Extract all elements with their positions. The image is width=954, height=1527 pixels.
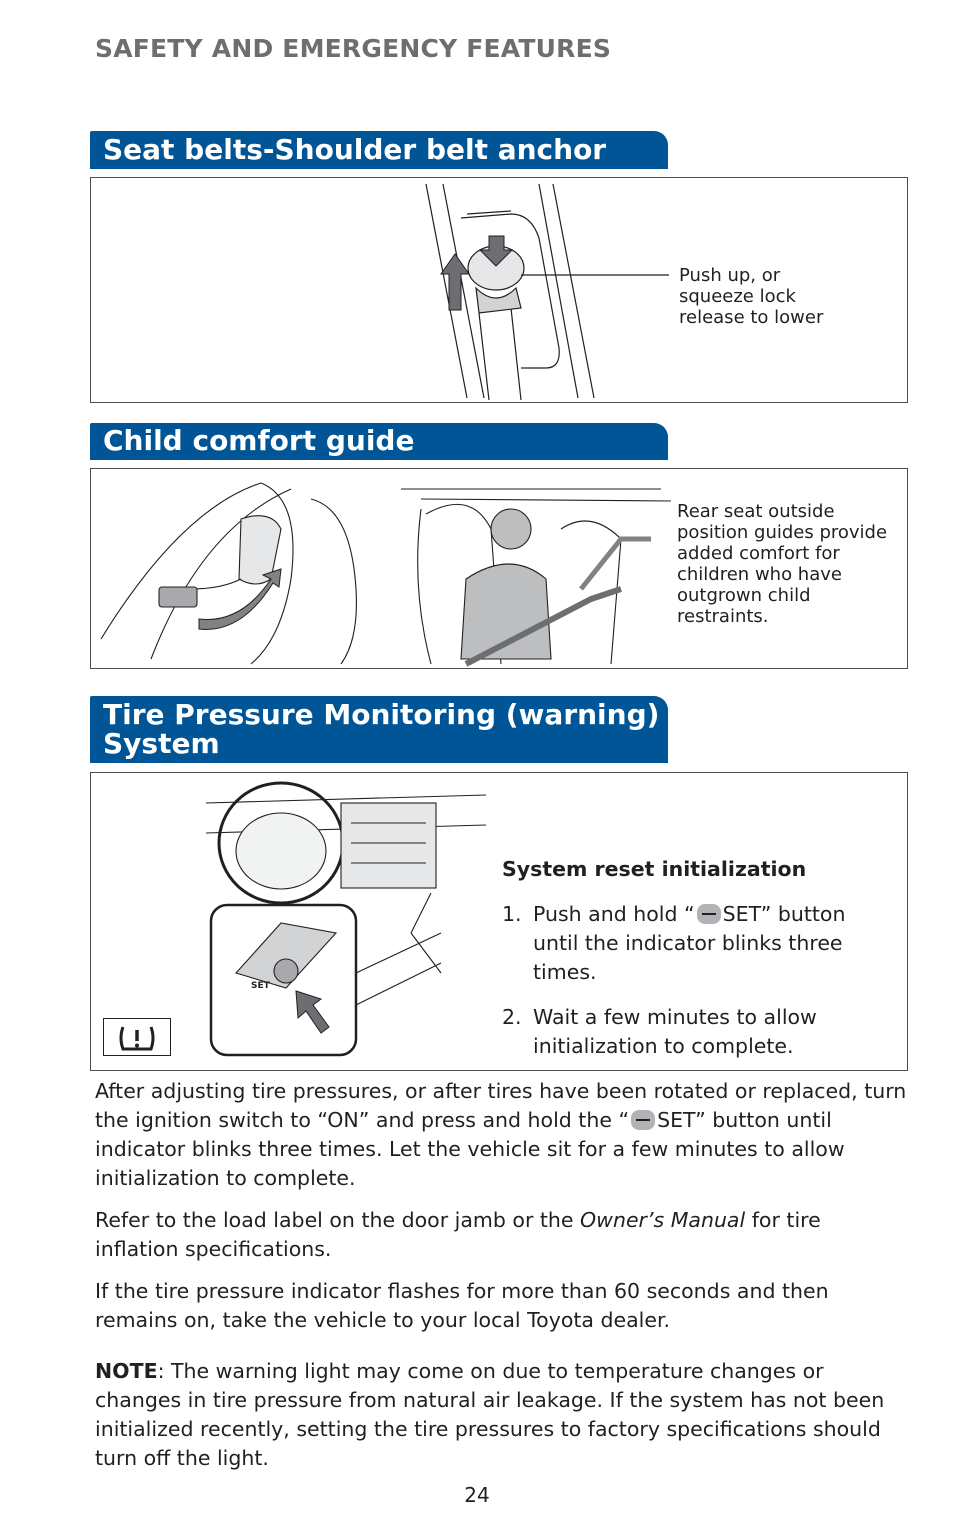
paragraph-text: After adjusting tire pressures, or after tires have been rotated or replaced, turn the ignition switch to “ON” and press and hold the “ (95, 1079, 907, 1132)
page-header: SAFETY AND EMERGENCY FEATURES (95, 34, 612, 63)
seat-belt-figure-box (90, 177, 908, 403)
step-text: SET” button (722, 902, 846, 926)
step-text: Wait a few minutes to allow (533, 1005, 817, 1029)
step-number: 2. (502, 1005, 522, 1029)
callout-line: Push up, or (679, 265, 781, 286)
callout-line: Rear seat outside (677, 501, 835, 522)
callout-line: squeeze lock (679, 286, 796, 307)
callout-line: release to lower (679, 307, 824, 328)
paragraph-load-label (95, 1206, 910, 1264)
tire-pressure-warning-icon (117, 1023, 157, 1053)
step-text: times. (533, 960, 597, 984)
body-paragraphs (95, 1077, 910, 1473)
note-text: : The warning light may come on due to temperature changes or changes in tire pressure from natural air leakage. If the system has not been initialized recently, setting the tire pressures to factory specifications should turn off the light. (95, 1359, 885, 1470)
paragraph-note (95, 1357, 910, 1473)
set-button-label: SET (251, 981, 270, 991)
callout-line: added comfort for (677, 543, 840, 564)
step-text: until the indicator blinks three (533, 931, 843, 955)
paragraph-text: for tire inflation specifications. (95, 1208, 821, 1261)
callout-line: position guides provide (677, 522, 888, 543)
paragraph-reset (95, 1077, 910, 1193)
callout-line: restraints. (677, 606, 769, 627)
step-text: Push and hold “ (533, 902, 695, 926)
callout-line: children who have (677, 564, 842, 585)
tire-set-icon (631, 1110, 655, 1130)
section-title-child-comfort: Child comfort guide (90, 423, 668, 460)
page-number: 24 (464, 1483, 490, 1507)
child-comfort-callout (677, 501, 887, 627)
reset-heading: System reset initialization (502, 857, 807, 881)
section-title-seat-belts: Seat belts-Shoulder belt anchor (90, 131, 668, 169)
paragraph-text: SET” button until indicator blinks three times. Let the vehicle sit for a few minutes to allow initialization to complete. (95, 1108, 845, 1190)
tpms-title-line: Tire Pressure Monitoring (warning) (103, 698, 660, 731)
step-2 (502, 1003, 902, 1061)
tpms-figure-box (90, 772, 908, 1071)
step-number: 1. (502, 902, 522, 926)
section-title-tpms (90, 696, 668, 763)
tpms-title-line: System (103, 727, 220, 760)
owners-manual-reference: Owner’s Manual (580, 1208, 746, 1232)
tpms-warning-light (103, 1018, 171, 1056)
tpms-instructions (502, 855, 902, 1061)
paragraph-dealer: If the tire pressure indicator flashes for more than 60 seconds and then remains on, take the vehicle to your local Toyota dealer. (95, 1279, 829, 1332)
paragraph-text: Refer to the load label on the door jamb or the (95, 1208, 581, 1232)
child-comfort-figure-box (90, 468, 908, 669)
step-1 (502, 900, 902, 987)
seat-belt-callout (679, 265, 823, 328)
tire-set-icon (697, 904, 721, 924)
callout-line: outgrown child (677, 585, 811, 606)
note-label: NOTE (95, 1359, 158, 1383)
step-text: initialization to complete. (533, 1034, 794, 1058)
